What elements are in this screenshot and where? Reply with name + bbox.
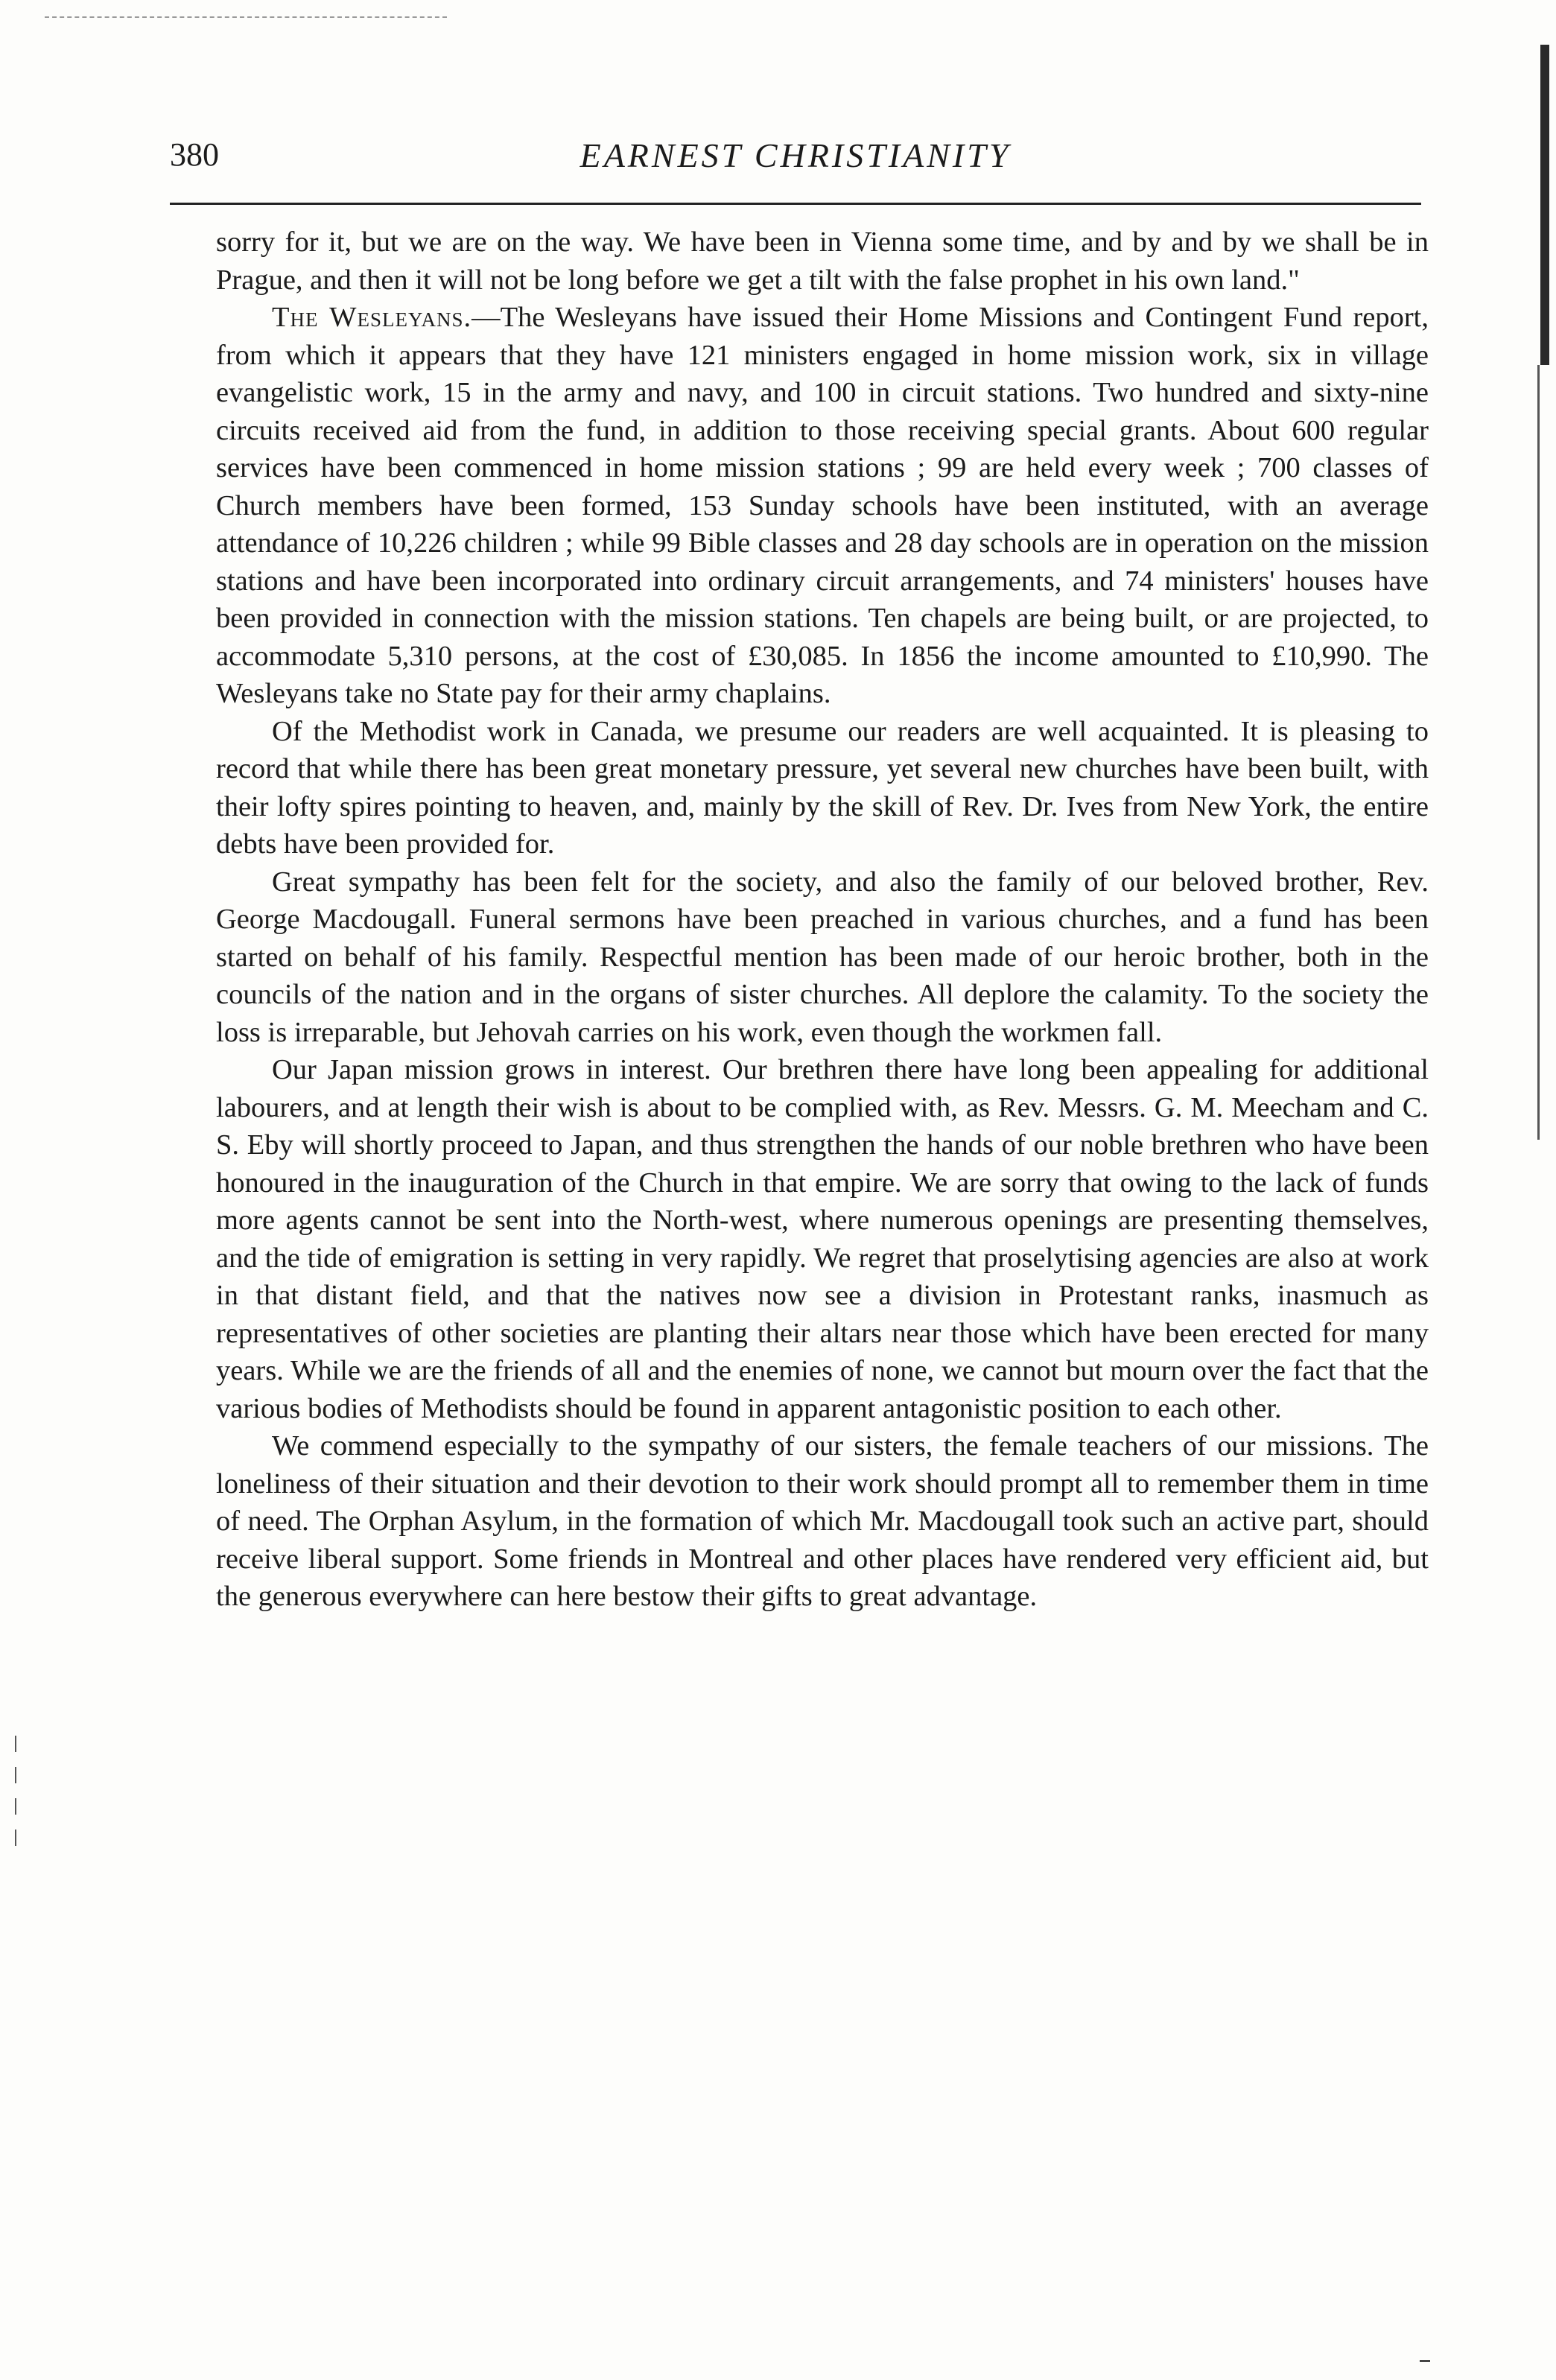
margin-tick: [15, 1830, 16, 1846]
paragraph-text: —The Wesleyans have issued their Home Missions and Contingent Fund report, from which it appears that they have 121 ministers engaged in home mission work, six in village evangelistic work, 15 in the army and navy, and 100 in circuit stations. Two hundred and sixty-nine circuits received aid from the fund, in addition to those receiving special grants. About 600 regular services have been commenced in home mission stations ; 99 are held every week ; 700 classes of Church members have been formed, 153 Sunday schools have been instituted, with an average attendance of 10,226 children ; while 99 Bible classes and 28 day schools are in operation on the mission stations and have been incorporated into ordinary circuit arrangements, and 74 ministers' houses have been provided in connection with the mission stations. Ten chapels are being built, or are projected, to accommodate 5,310 persons, at the cost of £30,085. In 1856 the income amounted to £10,990. The Wesleyans take no State pay for their army chaplains.: [216, 302, 1429, 709]
page-header: [170, 128, 1421, 188]
paragraph-text: sorry for it, but we are on the way. We have been in Vienna some time, and by and by we shall be in Prague, and then it will not be long before we get a tilt with the false prophet in his own land.": [216, 226, 1429, 296]
paragraph-text: Of the Methodist work in Canada, we presume our readers are well acquainted. It is pleasing to record that while there has been great monetary pressure, yet several new churches have been built, with their lofty spires pointing to heaven, and, mainly by the skill of Rev. Dr. Ives from New York, the entire debts have been provided for.: [216, 715, 1429, 860]
paragraph: [216, 863, 1429, 1052]
margin-tick: [15, 1736, 16, 1752]
header-rule: [170, 203, 1421, 205]
paragraph: [216, 1427, 1429, 1616]
margin-tick: [15, 1767, 16, 1783]
page-edge-line: [1537, 365, 1540, 1140]
page-edge-bar: [1540, 45, 1549, 365]
section-lead: The Wesleyans.: [272, 302, 472, 333]
page-mark: [1420, 2360, 1430, 2362]
paragraph-text: Great sympathy has been felt for the society, and also the family of our beloved brother, Rev. George Macdougall. Funeral sermons have been preached in various churches, and a fund has been started on behalf of his family. Respectful mention has been made of our heroic brother, both in the councils of the nation and in the organs of sister churches. All deplore the calamity. To the society the loss is irreparable, but Jehovah carries on his work, even though the workmen fall.: [216, 866, 1429, 1048]
margin-tick: [15, 1798, 16, 1815]
paragraph: [216, 299, 1429, 713]
paragraph-text: Our Japan mission grows in interest. Our brethren there have long been appealing for additional labourers, and at length their wish is about to be complied with, as Rev. Messrs. G. M. Meecham and C. S. Eby will shortly proceed to Japan, and thus strengthen the hands of our noble brethren who have been honoured in the inauguration of the Church in that empire. We are sorry that owing to the lack of funds more agents cannot be sent into the North-west, where numerous openings are presenting themselves, and the tide of emigration is setting in very rapidly. We regret that proselytising agencies are also at work in that distant field, and that the natives now see a division in Protestant ranks, inasmuch as representatives of other societies are planting their altars near those which have been erected for many years. While we are the friends of all and the enemies of none, we cannot but mourn over the fact that the various bodies of Methodists should be found in apparent antagonistic position to each other.: [216, 1054, 1429, 1424]
page-number: 380: [170, 136, 219, 173]
article-body: [216, 223, 1429, 1616]
paragraph: [216, 1051, 1429, 1427]
paragraph-text: We commend especially to the sympathy of our sisters, the female teachers of our missions. The loneliness of their situation and their devotion to their work should prompt all to remember them in time of need. The Orphan Asylum, in the formation of which Mr. Macdougall took such an active part, should receive liberal support. Some friends in Montreal and other places have rendered very efficient aid, but the generous everywhere can here bestow their gifts to great advantage.: [216, 1430, 1429, 1612]
running-head: EARNEST CHRISTIANITY: [579, 136, 1012, 174]
paragraph: [216, 223, 1429, 299]
top-edge-rule: [45, 16, 447, 18]
paragraph: [216, 713, 1429, 863]
